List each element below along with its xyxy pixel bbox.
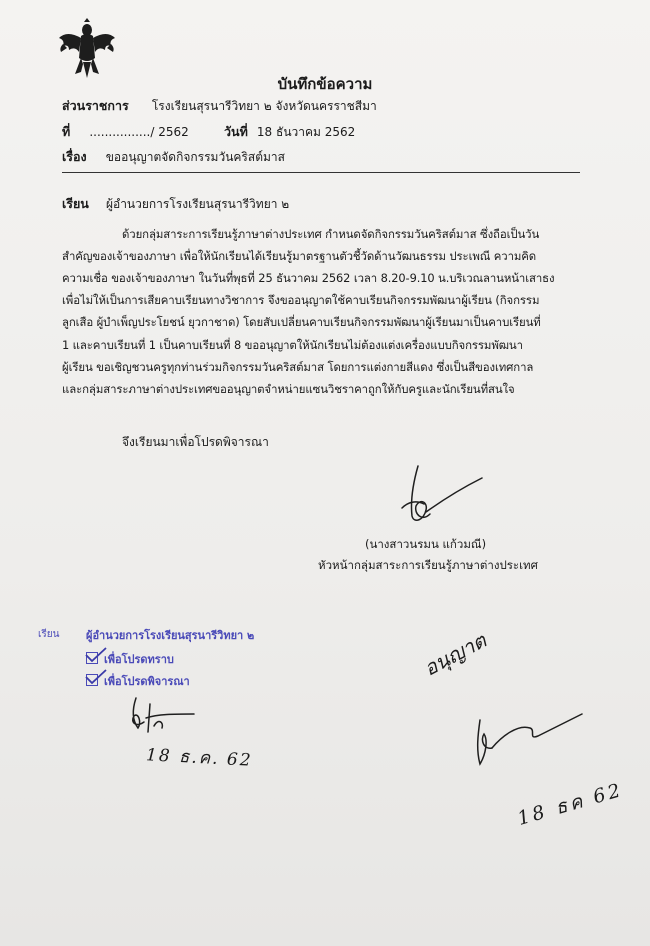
header-divider [62,172,580,173]
body-line: ผู้เรียน ขอเชิญชวนครูทุกท่านร่วมกิจกรรมวันคริสต์มาส โดยการแต่งกายสีแดง ซึ่งเป็นสีของเทศกาล [62,360,534,374]
stamp-signature [118,692,208,737]
ref-value: ................/ 2562 [89,125,189,139]
subject-value: ขออนุญาตจัดกิจกรรมวันคริสต์มาส [105,150,285,164]
director-date: 18 ธค 62 [515,778,626,830]
salutation-value: ผู้อำนวยการโรงเรียนสุรนารีวิทยา ๒ [105,197,290,211]
ref-label: ที่ [62,124,71,139]
closing-text: จึงเรียนมาเพื่อโปรดพิจารณา [122,435,269,449]
memo-title: บันทึกข้อความ [277,75,373,93]
salutation-label: เรียน [62,196,89,211]
body-line: และกลุ่มสาระภาษาต่างประเทศขออนุญาตจำหน่ายแซนวิชราคาถูกให้กับครูและนักเรียนที่สนใจ [62,382,515,396]
body-line: ด้วยกลุ่มสาระการเรียนรู้ภาษาต่างประเทศ กำหนดจัดกิจกรรมวันคริสต์มาส ซึ่งถือเป็นวัน [122,227,540,241]
subject-row [62,146,285,167]
signer-signature [390,458,510,533]
stamp-to: ผู้อำนวยการโรงเรียนสุรนารีวิทยา ๒ [86,629,255,642]
stamp-prefix: เรียน [38,629,60,640]
signer-position: หัวหน้ากลุ่มสาระการเรียนรู้ภาษาต่างประเทศ [318,558,538,572]
body-line: ลูกเสือ ผู้บำเพ็ญประโยชน์ ยุวกาชาด) โดยสับเปลี่ยนคาบเรียนกิจกรรมพัฒนาผู้เรียนมาเป็นคาบเรียนที่ [62,315,541,329]
signer-name: (นางสาวนรมน แก้วมณี) [365,537,487,551]
body-line: 1 และคาบเรียนที่ 1 เป็นคาบเรียนที่ 8 ขออนุญาตให้นักเรียนไม่ต้องแต่งเครื่องแบบกิจกรรมพัฒนา [62,338,523,352]
body-line: เพื่อไม่ให้เป็นการเสียคาบเรียนทางวิชาการ จึงขออนุญาตใช้คาบเรียนกิจกรรมพัฒนาผู้เรียน (กิจกรรม [62,293,540,307]
ref-row [62,121,189,142]
subject-label: เรื่อง [62,149,87,164]
director-note: อนุญาต [419,628,491,681]
stamp-option-consider: เพื่อโปรดพิจารณา [86,672,190,690]
body-line: สำคัญของเจ้าของภาษา เพื่อให้นักเรียนได้เรียนรู้มาตรฐานตัวชี้วัดด้านวัฒนธรรม ประเพณี ความคิด [62,249,537,263]
check-marks [84,644,114,694]
stamp-handwritten-date: 18 ธ.ค. 62 [145,745,254,771]
salutation-row [62,193,289,214]
date-row [224,121,355,142]
agency-value: โรงเรียนสุรนารีวิทยา ๒ จังหวัดนครราชสีมา [151,99,377,113]
stamp-option-acknowledge: เพื่อโปรดทราบ [86,650,174,668]
date-label: วันที่ [224,124,248,139]
date-value: 18 ธันวาคม 2562 [256,125,356,139]
agency-row [62,95,377,116]
agency-label: ส่วนราชการ [62,98,129,113]
body-line: ความเชื่อ ของเจ้าของภาษา ในวันที่พุธที่ 25 ธันวาคม 2562 เวลา 8.20-9.10 น.บริเวณลานหน้าเสาธง [62,271,555,285]
director-signature [458,706,588,776]
